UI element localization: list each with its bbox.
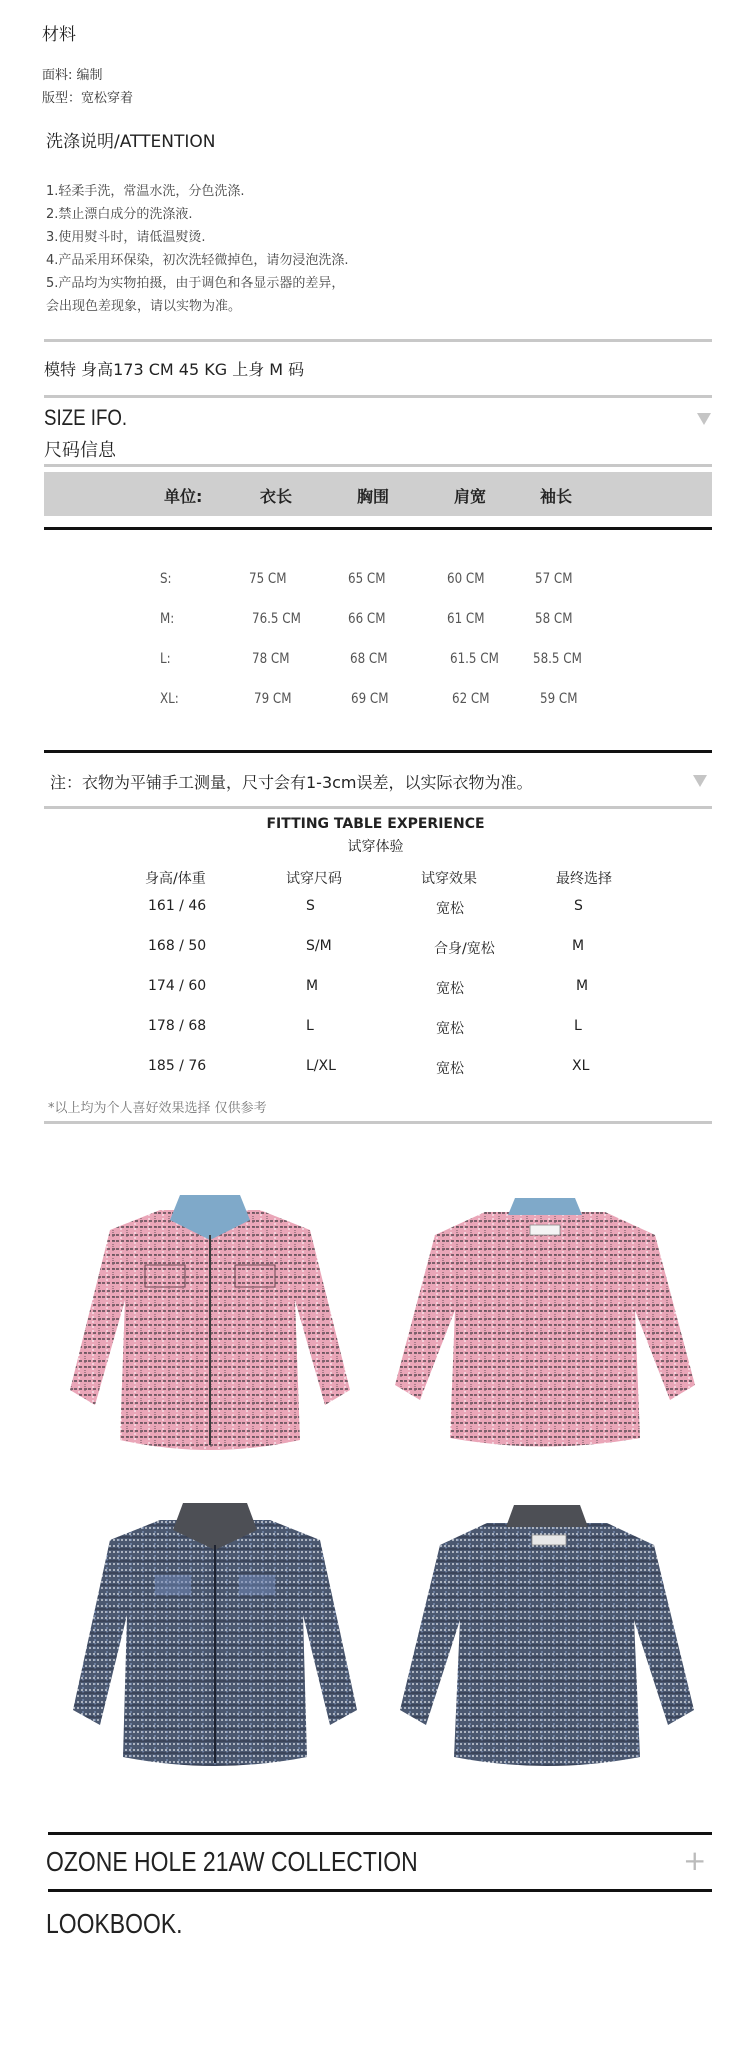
fitting-header: 试穿尺码 <box>286 871 342 887</box>
size-cell: 69 CM <box>351 691 389 707</box>
model-info: 模特 身高173 CM 45 KG 上身 M 码 <box>44 360 305 379</box>
size-header-sleeve: 袖长 <box>540 487 573 506</box>
fitting-cell: 宽松 <box>436 1021 464 1037</box>
fitting-cell: S <box>306 898 315 914</box>
size-title-cn: 尺码信息 <box>44 440 116 461</box>
fitting-cell: 宽松 <box>436 981 464 997</box>
size-cell: 57 CM <box>535 571 573 587</box>
fitting-header: 身高/体重 <box>145 871 206 887</box>
material-fabric: 面料: 编制 <box>42 68 103 83</box>
fitting-cell: M <box>306 978 319 994</box>
collapse-triangle-icon[interactable] <box>693 775 707 787</box>
expand-plus-icon[interactable]: + <box>683 1844 707 1877</box>
fitting-cell: 161 / 46 <box>148 898 207 914</box>
size-cell: M: <box>160 611 175 627</box>
size-cell: XL: <box>160 691 179 707</box>
shirt-front-pink-image <box>60 1190 360 1460</box>
shirt-back-navy-image <box>392 1495 702 1775</box>
size-cell: S: <box>160 571 172 587</box>
size-title-en: SIZE IFO. <box>44 405 128 430</box>
fitting-cell: L/XL <box>306 1058 336 1074</box>
divider <box>44 527 712 530</box>
material-title: 材料 <box>42 25 76 45</box>
divider <box>44 806 712 809</box>
size-cell: L: <box>160 651 171 667</box>
size-cell: 75 CM <box>249 571 287 587</box>
size-header-unit: 单位: <box>164 487 203 506</box>
size-header-chest: 胸围 <box>357 487 390 506</box>
fitting-cell: XL <box>572 1058 590 1074</box>
fitting-header: 试穿效果 <box>421 871 477 887</box>
care-line: 2.禁止漂白成分的洗涤液. <box>46 207 193 222</box>
divider <box>44 750 712 753</box>
fitting-title-en: FITTING TABLE EXPERIENCE <box>266 816 485 832</box>
fitting-cell: L <box>306 1018 314 1034</box>
fitting-cell: 宽松 <box>436 901 464 917</box>
fitting-cell: 168 / 50 <box>148 938 207 954</box>
size-cell: 68 CM <box>350 651 388 667</box>
size-cell: 76.5 CM <box>252 611 301 627</box>
shirt-back-pink-image <box>390 1190 700 1460</box>
size-cell: 58 CM <box>535 611 573 627</box>
size-header-shoulder: 肩宽 <box>454 487 487 506</box>
divider <box>44 395 712 398</box>
care-line: 5.产品均为实物拍摄，由于调色和各显示器的差异， <box>46 276 345 291</box>
size-cell: 59 CM <box>540 691 578 707</box>
fitting-cell: 174 / 60 <box>148 978 207 994</box>
lookbook-label: LOOKBOOK. <box>46 1908 183 1939</box>
fitting-cell: S <box>574 898 583 914</box>
fitting-header: 最终选择 <box>556 871 612 887</box>
fitting-cell: M <box>576 978 589 994</box>
size-cell: 62 CM <box>452 691 490 707</box>
size-header-length: 衣长 <box>260 487 293 506</box>
size-cell: 60 CM <box>447 571 485 587</box>
collapse-triangle-icon[interactable] <box>697 413 711 425</box>
divider <box>48 1889 712 1892</box>
shirt-front-navy-image <box>65 1495 365 1775</box>
size-cell: 78 CM <box>252 651 290 667</box>
fitting-cell: 合身/宽松 <box>434 941 495 957</box>
fitting-cell: 185 / 76 <box>148 1058 207 1074</box>
size-note: 注：衣物为平铺手工测量，尺寸会有1-3cm误差，以实际衣物为准。 <box>50 773 533 792</box>
fitting-cell: 178 / 68 <box>148 1018 207 1034</box>
size-cell: 79 CM <box>254 691 292 707</box>
material-fit: 版型：宽松穿着 <box>42 91 134 106</box>
divider <box>44 1121 712 1124</box>
care-title: 洗涤说明/ATTENTION <box>46 132 216 152</box>
fitting-cell: 宽松 <box>436 1061 464 1077</box>
care-list <box>46 180 349 318</box>
size-cell: 58.5 CM <box>533 651 582 667</box>
fitting-cell: L <box>574 1018 582 1034</box>
size-cell: 66 CM <box>348 611 386 627</box>
fitting-cell: M <box>572 938 585 954</box>
fitting-cell: S/M <box>306 938 332 954</box>
fitting-footnote: *以上均为个人喜好效果选择 仅供参考 <box>48 1101 267 1116</box>
divider <box>44 464 712 467</box>
divider <box>44 339 712 342</box>
size-cell: 65 CM <box>348 571 386 587</box>
care-line: 3.使用熨斗时，请低温熨烫. <box>46 230 206 245</box>
size-cell: 61.5 CM <box>450 651 499 667</box>
divider <box>48 1832 712 1835</box>
size-table-header <box>44 472 712 516</box>
care-line: 1.轻柔手洗，常温水洗，分色洗涤. <box>46 184 245 199</box>
collection-title: OZONE HOLE 21AW COLLECTION <box>46 1846 418 1877</box>
care-line: 4.产品采用环保染，初次洗轻微掉色，请勿浸泡洗涤. <box>46 253 349 268</box>
size-cell: 61 CM <box>447 611 485 627</box>
fitting-title-cn: 试穿体验 <box>347 839 404 855</box>
care-line: 会出现色差现象，请以实物为准。 <box>46 299 242 314</box>
